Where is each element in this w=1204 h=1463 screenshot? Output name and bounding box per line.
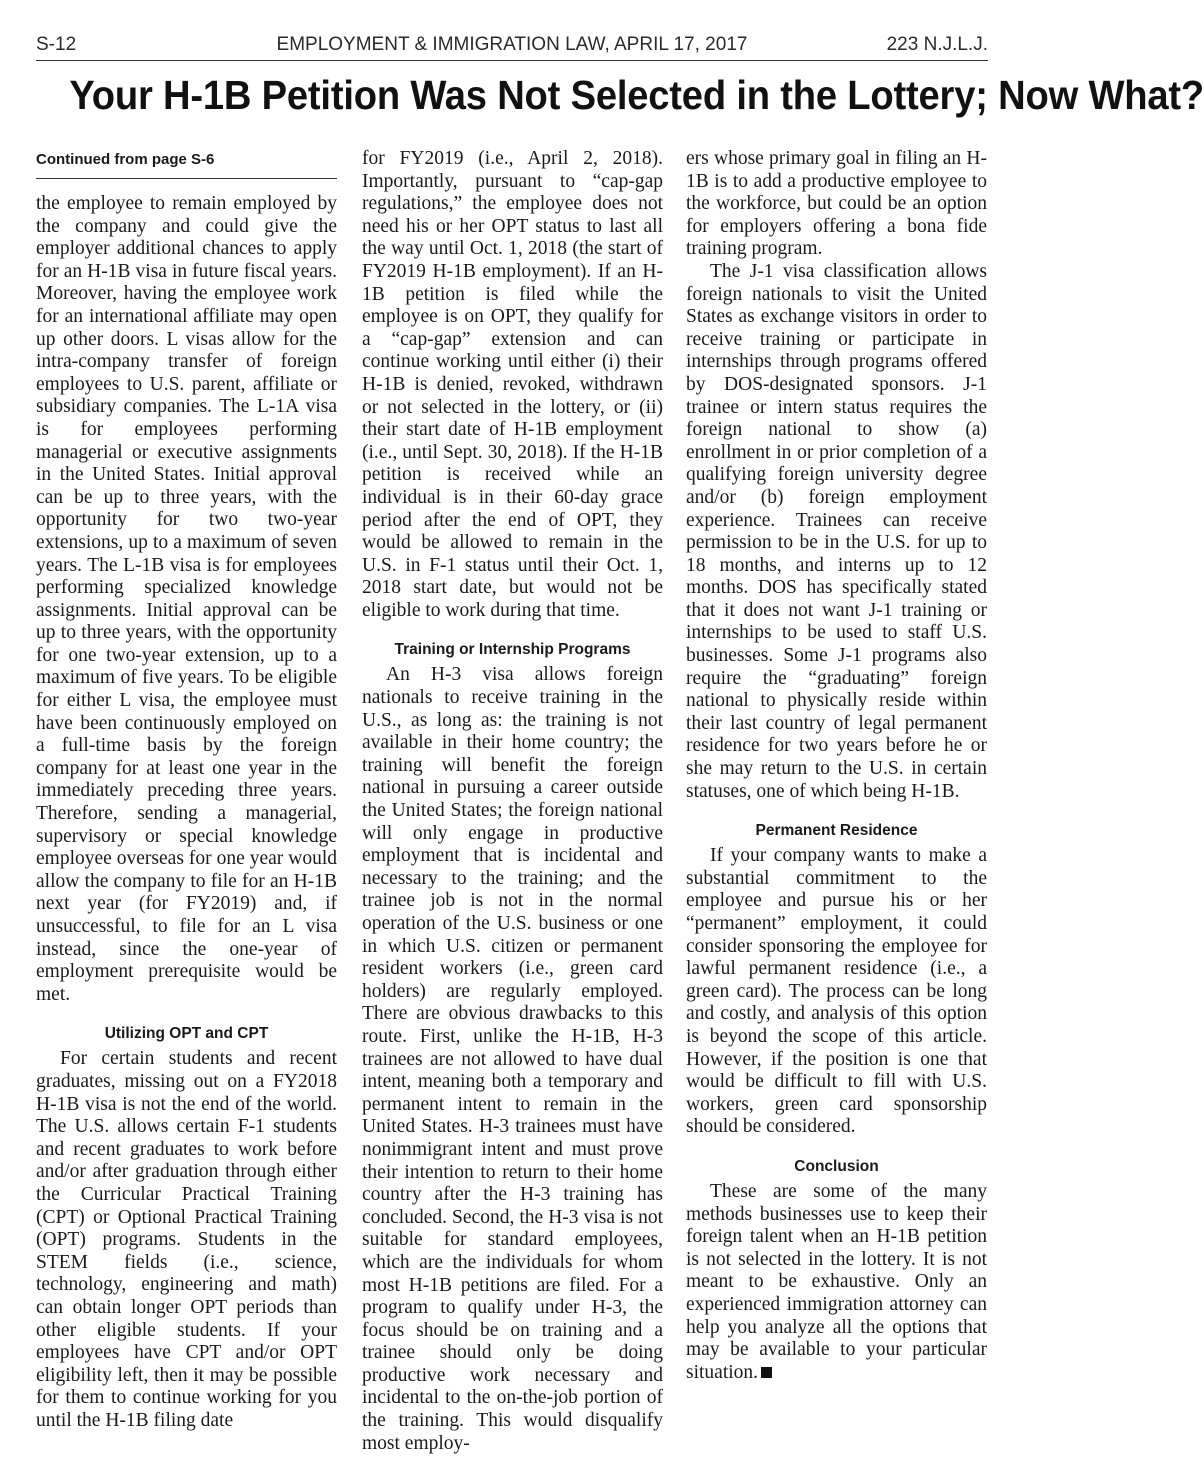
page-number: S-12 bbox=[36, 34, 77, 55]
paragraph: If your company wants to make a substantial commitment to the employee and pursue his or her “permanent” employment, it could consider sponsoring the employee for lawful permanent residence (i.e., a green card). The process can be long and costly, and analysis of this option is beyond the scope of this article. However, if the position is one that would be difficult to fill with U.S. workers, green card sponsorship should be considered. bbox=[686, 845, 987, 1138]
continued-from-label: Continued from page S-6 bbox=[36, 148, 337, 179]
citation: 223 N.J.L.J. bbox=[886, 34, 988, 55]
paragraph: ers whose primary goal in filing an H-1B is to add a productive employee to the workforce, but could be an option for employers offering a bona fide training program. bbox=[686, 148, 987, 260]
running-header bbox=[36, 30, 988, 61]
end-of-article-mark bbox=[761, 1367, 772, 1378]
column-2 bbox=[362, 148, 663, 1455]
paragraph: For certain students and recent graduates, missing out on a FY2018 H-1B visa is not the end of the world. The U.S. allows certain F-1 students and recent graduates to work before and/or after graduation through either the Curricular Practical Training (CPT) or Optional Practical Training (OPT) programs. Students in the STEM fields (i.e., science, technology, engineering and math) can obtain longer OPT periods than other eligible students. If your employees have CPT and/or OPT eligibility left, then it may be possible for them to continue working for you until the H-1B filing date bbox=[36, 1048, 337, 1431]
section-heading-permanent-residence: Permanent Residence bbox=[755, 822, 918, 840]
column-1 bbox=[36, 148, 337, 1432]
column-3 bbox=[686, 148, 987, 1384]
paragraph-conclusion bbox=[686, 1181, 987, 1384]
paragraph: The J-1 visa classification allows foreign nationals to visit the United States as exchange visitors in order to receive training or participate in internships through programs offered by DOS-designated sponsors. J-1 trainee or intern status requires the foreign national to show (a) enrollment in or prior completion of a qualifying foreign university degree and/or (b) foreign employment experience. Trainees can receive permission to be in the U.S. for up to 18 months, and interns up to 12 months. DOS has specifically stated that it does not want J-1 training or internships to be used to staff U.S. businesses. Some J-1 programs also require the “graduating” foreign national to physically reside within their last country of legal permanent residence for two years before he or she may return to the U.S. in certain statuses, one of which being H-1B. bbox=[686, 260, 987, 802]
paragraph: An H-3 visa allows foreign nationals to receive training in the U.S., as long as: the training is not available in their home country; the training will benefit the foreign national in pursuing a career outside the United States; the foreign national will only engage in productive employment that is incidental and necessary to the training; and the trainee job is not in the normal operation of the U.S. business or one in which U.S. citizen or permanent resident workers (i.e., green card holders) are regularly employed. There are obvious drawbacks to this route. First, unlike the H-1B, H-3 trainees are not allowed to have dual intent, meaning both a temporary and permanent intent to remain in the United States. H-3 trainees must have nonimmigrant intent and must prove their intention to return to their home country after the H-3 training has concluded. Second, the H-3 visa is not suitable for standard employees, which are the individuals for whom most H-1B petitions are filed. For a program to qualify under H-3, the focus should be on training and a trainee should only be doing productive work necessary and incidental to the on-the-job portion of the training. This would disqualify most employ- bbox=[362, 664, 663, 1454]
section-heading-conclusion: Conclusion bbox=[794, 1157, 879, 1175]
publication-line: EMPLOYMENT & IMMIGRATION LAW, APRIL 17, 2017 bbox=[276, 34, 748, 55]
paragraph: the employee to remain employed by the company and could give the employer additional chances to apply for an H-1B visa in future fiscal years. Moreover, having the employee work for an international affiliate may open up other doors. L visas allow for the intra-company transfer of foreign employees to U.S. parent, affiliate or subsidiary companies. The L-1A visa is for employees performing managerial or executive assignments in the United States. Initial approval can be up to three years, with the opportunity for two two-year extensions, up to a maximum of seven years. The L-1B visa is for employees performing specialized knowledge assignments. Initial approval can be up to three years, with the opportunity for one two-year extension, up to a maximum of five years. To be eligible for either L visa, the employee must have been continuously employed on a full-time basis by the foreign company for at least one year in the immediately preceding three years. Therefore, sending a managerial, supervisory or special knowledge employee overseas for one year would allow the company to file for an H-1B next year (for FY2019) and, if unsuccessful, to file for an L visa instead, since the one-year of employment prerequisite would be met. bbox=[36, 193, 337, 1005]
article-title: Your H-1B Petition Was Not Selected in the Lottery; Now What? bbox=[69, 72, 1204, 118]
conclusion-text: These are some of the many methods businesses use to keep their foreign talent when an H-1B petition is not selected in the lottery. It is not meant to be exhaustive. Only an experienced immigration attorney can help you analyze all the options that may be available to your particular situation. bbox=[686, 1180, 987, 1383]
section-heading-training: Training or Internship Programs bbox=[394, 641, 631, 659]
section-heading-opt-cpt: Utilizing OPT and CPT bbox=[104, 1025, 269, 1043]
paragraph: for FY2019 (i.e., April 2, 2018). Importantly, pursuant to “cap-gap regulations,” the employee does not need his or her OPT status to last all the way until Oct. 1, 2018 (the start of FY2019 H-1B employment). If an H-1B petition is filed while the employee is on OPT, they qualify for a “cap-gap” extension and can continue working until either (i) their H-1B is denied, revoked, withdrawn or not selected in the lottery, or (ii) their start date of H-1B employment (i.e., until Sept. 30, 2018). If the H-1B petition is received while an individual is in their 60-day grace period after the end of OPT, they would be allowed to remain in the U.S. in F-1 status until their Oct. 1, 2018 start date, but would not be eligible to work during that time. bbox=[362, 148, 663, 621]
